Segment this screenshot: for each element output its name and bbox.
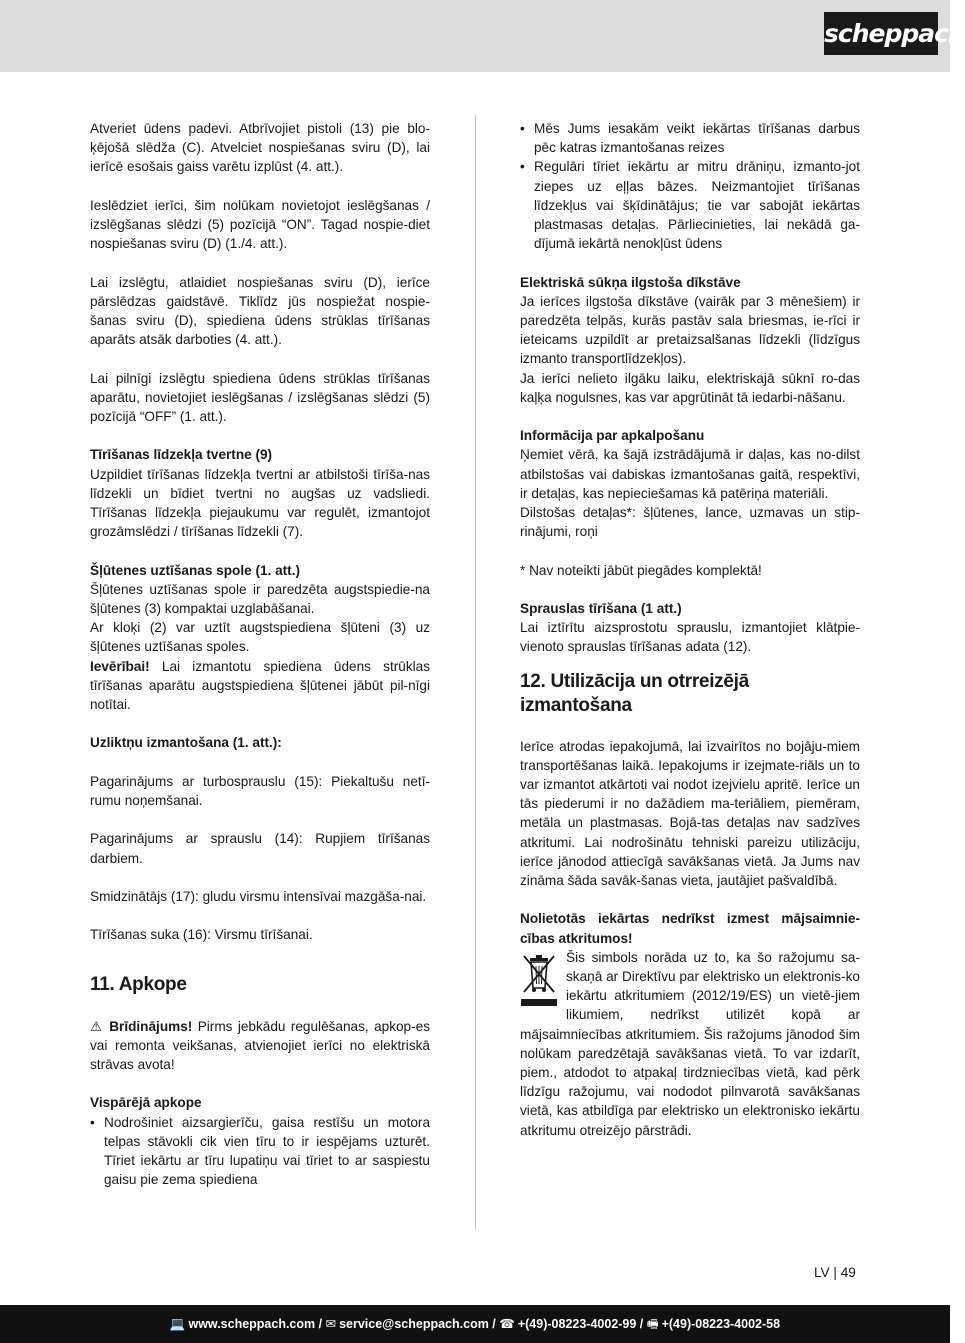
subheading-hose-reel: Šļūtenes uztīšanas spole (1. att.) [90,562,300,578]
paragraph: Lai iztīrītu aizsprostotu sprauslu, izmantojiet klātpie-vienoto sprauslas tīrīšanas adata (12). [520,620,860,655]
note-paragraph [90,657,430,715]
left-column [90,119,430,1189]
subheading-tank: Tīrīšanas līdzekļa tvertne (9) [90,447,273,463]
subheading-pump-idle: Elektriskā sūkņa ilgstoša dīkstāve [520,274,741,290]
section-heading-12: 12. Utilizācija un otrreizējā izmantošana [520,670,749,716]
note-text: Lai izmantotu spiediena ūdens strūklas tīrīšanas aparātu augstspiediena šļūtenei jābūt pil-nīgi notītai. [90,658,430,713]
paragraph: Ierīce atrodas iepakojumā, lai izvairītos no bojāju-miem transportēšanas laikā. Iepakojums ir izejmate-riāls un to var izmantot atkārtoti vai nodot izejvielu apritē. Ierīce un tās piederumi ir no dažādiem ma-teriāliem, piemēram, metāla un plastmasas. Bojā-tas detaļas nav sadzīves atkritumi. Lai nodrošinātu tehniski pareizu utilizāciju, ierīce jānodod attiecīgā savākšanas vietā. Ja Jums nav zināma šāda savāk-šanas vieta, jautājiet pašvaldībā. [520,738,860,889]
bullet-list [520,119,860,253]
paragraph: Pagarinājums ar turbosprauslu (15): Piekaltušu netī-rumu noņemšanai. [90,773,430,808]
page-number: LV | 49 [814,1265,856,1280]
footer-phone: +(49)-08223-4002-99 / [517,1317,644,1331]
footer-email[interactable]: service@scheppach.com / [339,1317,496,1331]
computer-icon: 💻 [169,1317,186,1331]
paragraph: Pagarinājums ar sprauslu (14): Rupjiem tīrīšanas darbiem. [90,831,430,866]
subheading-service-info: Informācija par apkalpošanu [520,428,705,444]
footer-fax: +(49)-08223-4002-58 [661,1317,781,1331]
column-divider [475,115,476,1230]
paragraph: Ņemiet vērā, ka šajā izstrādājumā ir daļas, kas no-dilst atbilstošas vai dabiskas izmantošanas gaitā, respektīvi, ir detaļas, kas nepieciešamas kā patēriņa materiāli. [520,447,860,501]
list-item: • Nodrošiniet aizsargierīču, gaisa restīšu un motora telpas stāvokli cik vien tīru to ir iespējams uzturēt. Tīriet iekārtu ar tīru lupatiņu vai tīriet to ar saspiestu gaisu pie zema spiediena [90,1113,430,1190]
phone-icon: ☎ [499,1317,515,1331]
subheading-general-maintenance: Vispārējā apkope [90,1095,202,1111]
list-item: • Regulāri tīriet iekārtu ar mitru drāniņu, izmanto-jot ziepes uz eļļas bāzes. Neizmantojiet tīrīšanas līdzekļus vai šķīdinātājus; tie var sabojāt iekārtas plastmasas detaļas. Pārliecinieties, lai nekādā ga-dījumā iekārtā nenokļūst ūdens [520,157,860,253]
paragraph: Šis simbols norāda uz to, ka šo ražojumu sa-skaņā ar Direktīvu par elektrisko un elektronis-ko iekārtu atkritumiem (2012/19/ES) un vietē-jiem likumiem, nedrīkst utilizēt kopā ar mājsaimniecības atkritumiem. Šis ražojums jānodod šim nolūkam paredzētajā savākšanas vietā. To var izdarīt, piem., atdodot to atpakaļ tirdzniecības vietā, kad pērk līdzīgu ražojumu, vai nododot pilnvarotā savākšanas vietā, kas atbildīga par elektrisko un elektronisko iekārtu atkritumu otreizējo pārstrādi. [520,949,860,1138]
weee-block [520,948,860,1140]
paragraph: Lai izslēgtu, atlaidiet nospiešanas sviru (D), ierīce pārslēdzas gaidstāvē. Tiklīdz jūs nospiežat nospie-šanas sviru (D), spiediena ūdens strūklas tīrīšanas aparāts atsāk darboties (4. att.). [90,274,430,348]
section-heading-11: 11. Apkope [90,973,187,995]
header-bar [0,0,965,72]
subheading-attachments: Uzliktņu izmantošana (1. att.): [90,735,282,751]
paragraph: Dilstošas detaļas*: šļūtenes, lance, uzmavas un stip-rinājumi, roņi [520,505,860,540]
paragraph: Smidzinātājs (17): gludu virsmu intensīvai mazgāša-nai. [90,888,427,904]
paragraph: Ieslēdziet ierīci, šim nolūkam novietojot ieslēgšanas / izslēgšanas slēdzi (5) pozīcijā “ON”. Tagad nospie-diet nospiešanas sviru (D) (1./4. att.). [90,197,430,252]
warning-paragraph [90,1017,430,1075]
warning-text: Pirms jebkādu regulēšanas, apkop-es vai remonta veikšanas, atvienojiet ierīci no elektriskā strāvas avota! [90,1018,431,1072]
subheading-nozzle-cleaning: Sprauslas tīrīšana (1 att.) [520,601,682,617]
paragraph: Lai pilnīgi izslēgtu spiediena ūdens strūklas tīrīšanas aparātu, novietojiet ieslēgšanas / izslēgšanas slēdzi (5) pozīcijā “OFF” (1. att.). [90,370,430,424]
footnote: * Nav noteikti jābūt piegādes komplektā! [520,562,762,578]
warning-label: Brīdinājums! [109,1018,193,1034]
right-column [520,119,860,1140]
mail-icon: ✉ [325,1317,337,1331]
list-item: • Mēs Jums iesakām veikt iekārtas tīrīšanas darbus pēc katras izmantošanas reizes [520,119,860,157]
paragraph: Ja ierīci nelieto ilgāku laiku, elektriskajā sūknī ro-das kaļķa nogulsnes, kas var apgrūtināt tā iedarbi-nāšanu. [520,370,860,405]
crossed-bin-icon [520,952,558,1010]
warning-icon: ⚠ [90,1018,104,1034]
paragraph: Ja ierīces ilgstoša dīkstāve (vairāk par 3 mēnešiem) ir paredzēta telpās, kurās pastāv sala briesmas, ie-rīci ir ieteicams uzpildīt ar pretaizsalšanas līdzekli (līdzīgus izmanto transportlīdzekļos). [520,293,860,367]
paragraph: Tīrīšanas suka (16): Virsmu tīrīšanai. [90,927,313,943]
paragraph: Uzpildiet tīrīšanas līdzekļa tvertni ar atbilstoši tīrīša-nas līdzekli un bīdiet tvertni no augšas uz vadsliedi. Tīrīšanas līdzekļa piejaukumu var regulēt, izmantojot grozāmslēdzi / tīrīšanas līdzekli (7). [90,466,430,540]
footer-bar [0,1305,950,1343]
scheppach-logo: scheppach [824,12,938,55]
paragraph: Ar kloķi (2) var uztīt augstspiediena šļūteni (3) uz šļūtenes uztīšanas spoles. [90,620,430,655]
subheading-weee: Nolietotās iekārtas nedrīkst izmest mājsaimnie-cības atkritumos! [520,911,860,946]
note-label: Ievērībai! [90,658,150,674]
paragraph: Atveriet ūdens padevi. Atbrīvojiet pistoli (13) pie blo-ķējošā slēdža (C). Atvelciet nospiešanas sviru (D), lai ierīcē esošais gaiss varētu izplūst (4. att.). [90,121,430,175]
paragraph: Šļūtenes uztīšanas spole ir paredzēta augstspiedie-na šļūtenes (3) kompaktai uzglabāšanai. [90,581,430,616]
footer-website[interactable]: www.scheppach.com / [188,1317,323,1331]
fax-icon: 🖷 [646,1317,659,1331]
bullet-list [90,1113,430,1190]
